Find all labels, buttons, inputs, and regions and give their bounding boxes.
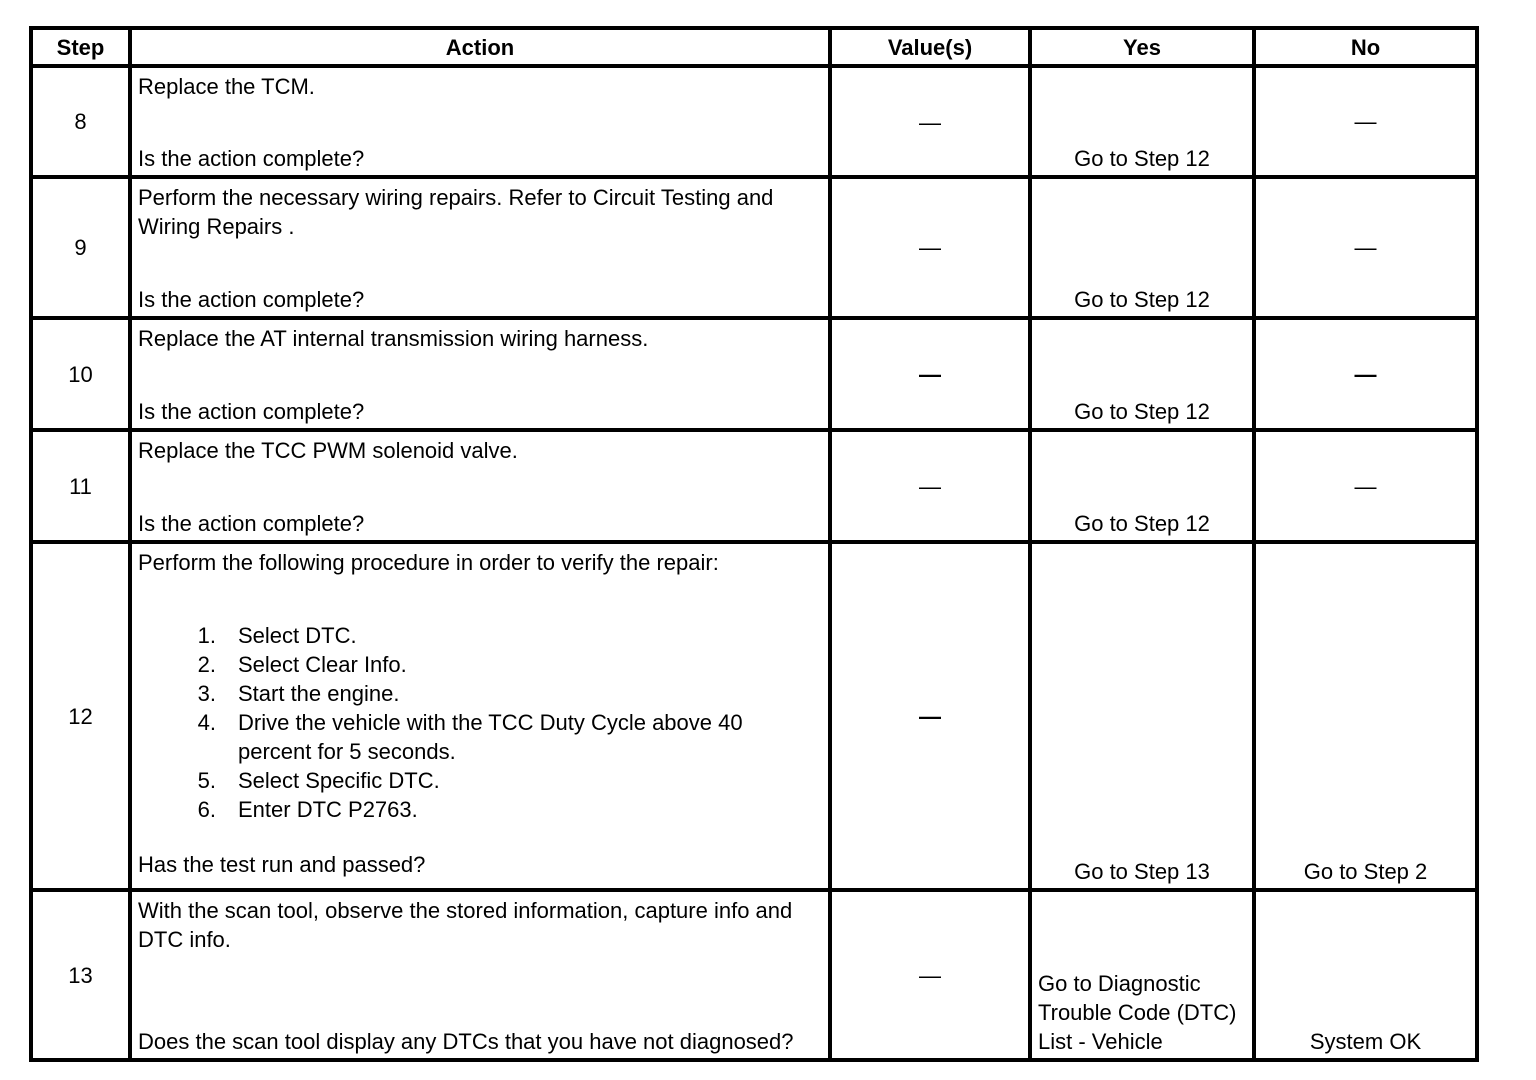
no-cell: —: [1254, 318, 1477, 430]
action-question: Is the action complete?: [138, 287, 365, 312]
no-cell: —: [1254, 177, 1477, 318]
no-cell: —: [1254, 430, 1477, 542]
table-row: [31, 318, 1477, 430]
table-row: [31, 890, 1477, 1060]
list-item: [138, 708, 822, 766]
action-question: Has the test run and passed?: [138, 852, 426, 877]
step-number: 12: [31, 542, 130, 890]
action-text: Replace the AT internal transmission wiring harness.: [138, 326, 649, 351]
yes-cell: Go to Step 12: [1030, 177, 1254, 318]
action-text: Perform the necessary wiring repairs. Refer to Circuit Testing and Wiring Repairs .: [138, 185, 774, 239]
list-item-text: Select Clear Info.: [238, 652, 407, 677]
table-row: [31, 66, 1477, 177]
action-question: Is the action complete?: [138, 146, 365, 171]
list-item-text: Select Specific DTC.: [238, 768, 440, 793]
header-values: Value(s): [830, 28, 1030, 66]
values-cell: —: [830, 890, 1030, 1060]
list-item-number: 2.: [197, 652, 216, 677]
values-cell: —: [830, 177, 1030, 318]
action-text: With the scan tool, observe the stored information, capture info and DTC info.: [138, 898, 793, 952]
list-item-number: 4.: [197, 710, 216, 735]
action-question: Does the scan tool display any DTCs that you have not diagnosed?: [138, 1029, 794, 1054]
list-item-number: 1.: [197, 623, 216, 648]
list-item: [138, 621, 822, 650]
action-question: Is the action complete?: [138, 511, 365, 536]
list-item: [138, 795, 822, 824]
values-cell: [830, 66, 1030, 177]
em-dash: —: [919, 109, 941, 135]
values-cell: —: [830, 430, 1030, 542]
no-cell: —: [1254, 66, 1477, 177]
action-cell: [130, 318, 830, 430]
action-cell: [130, 890, 830, 1060]
action-text: Perform the following procedure in order to verify the repair:: [138, 550, 719, 575]
yes-cell: Go to Step 12: [1030, 318, 1254, 430]
values-cell: —: [830, 542, 1030, 890]
list-item-number: 3.: [197, 681, 216, 706]
diagnostic-table: [29, 26, 1479, 1062]
procedure-list: [138, 621, 822, 824]
values-cell: —: [830, 318, 1030, 430]
diagnostic-table-wrapper: [29, 26, 1479, 1062]
list-item: [138, 650, 822, 679]
list-item-text: Enter DTC P2763.: [238, 797, 418, 822]
list-item-text: Select DTC.: [238, 623, 357, 648]
table-row: [31, 177, 1477, 318]
header-no: No: [1254, 28, 1477, 66]
no-cell: System OK: [1254, 890, 1477, 1060]
no-cell: Go to Step 2: [1254, 542, 1477, 890]
list-item: [138, 679, 822, 708]
yes-cell: Go to Step 12: [1030, 430, 1254, 542]
yes-cell: Go to Step 12: [1030, 66, 1254, 177]
header-yes: Yes: [1030, 28, 1254, 66]
action-cell: [130, 430, 830, 542]
yes-cell: Go to Step 13: [1030, 542, 1254, 890]
step-number: 10: [31, 318, 130, 430]
list-item-text: Start the engine.: [238, 681, 400, 706]
step-number: 13: [31, 890, 130, 1060]
step-number: 8: [31, 66, 130, 177]
table-header-row: [31, 28, 1477, 66]
step-number: 9: [31, 177, 130, 318]
header-step: Step: [31, 28, 130, 66]
list-item: [138, 766, 822, 795]
action-cell: [130, 177, 830, 318]
table-row: [31, 542, 1477, 890]
step-number: 11: [31, 430, 130, 542]
list-item-text: Drive the vehicle with the TCC Duty Cycle above 40 percent for 5 seconds.: [238, 710, 743, 764]
action-text: Replace the TCC PWM solenoid valve.: [138, 438, 518, 463]
yes-cell: Go to Diagnostic Trouble Code (DTC) List - Vehicle: [1030, 890, 1254, 1060]
list-item-number: 6.: [197, 797, 216, 822]
action-text: Replace the TCM.: [138, 74, 315, 99]
action-cell: [130, 542, 830, 890]
list-item-number: 5.: [197, 768, 216, 793]
action-cell: [130, 66, 830, 177]
table-row: [31, 430, 1477, 542]
header-action: Action: [130, 28, 830, 66]
action-question: Is the action complete?: [138, 399, 365, 424]
